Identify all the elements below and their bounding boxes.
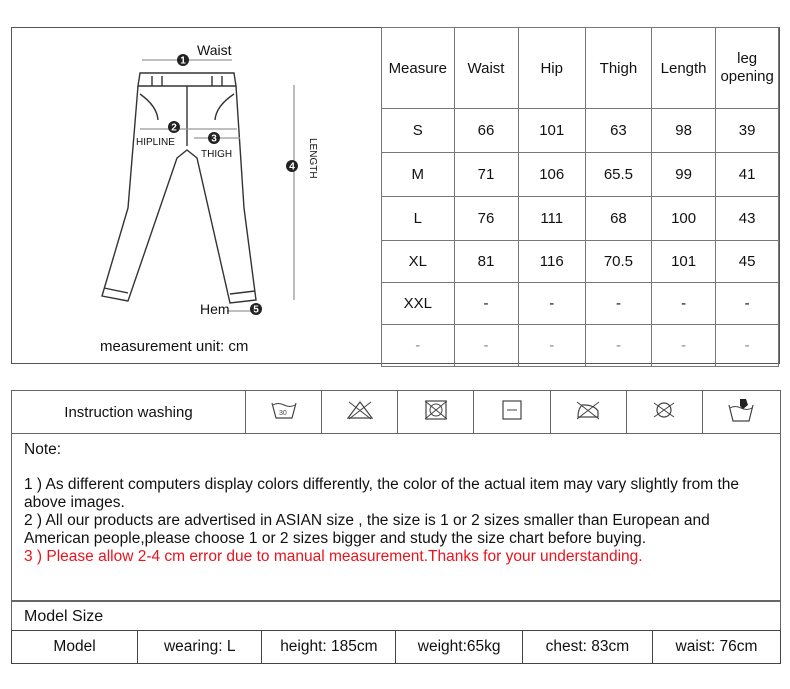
model-cell: weight:65kg (396, 631, 523, 664)
note-line-2: 2 ) All our products are advertised in ASIAN size , the size is 1 or 2 sizes smaller than European and (24, 512, 710, 529)
header-cell: Measure (382, 28, 455, 109)
table-cell: - (518, 283, 585, 325)
table-cell: 70.5 (585, 241, 651, 283)
table-cell: S (382, 109, 455, 153)
table-row (382, 283, 779, 325)
label-waist: Waist (197, 42, 232, 58)
table-cell: 65.5 (585, 153, 651, 197)
note-title: Note: (24, 441, 62, 458)
table-cell: 101 (518, 109, 585, 153)
table-row (12, 631, 781, 664)
table-cell: 66 (454, 109, 518, 153)
hand-wash-icon (702, 391, 780, 434)
table-cell: L (382, 197, 455, 241)
table-cell: 76 (454, 197, 518, 241)
hand-wash-30-icon (246, 391, 322, 434)
table-row (382, 241, 779, 283)
table-row (382, 153, 779, 197)
model-size-title: Model Size (24, 608, 104, 625)
label-hipline: HIPLINE (136, 137, 175, 148)
table-cell: 68 (585, 197, 651, 241)
svg-text:3: 3 (211, 133, 217, 145)
table-cell: 39 (716, 109, 779, 153)
header-cell: Waist (454, 28, 518, 109)
table-cell: XL (382, 241, 455, 283)
model-table (11, 630, 781, 664)
table-cell: - (585, 325, 651, 367)
table-cell: - (518, 325, 585, 367)
table-cell: 111 (518, 197, 585, 241)
table-cell: 63 (585, 109, 651, 153)
header-cell: leg opening (716, 28, 779, 109)
svg-text:5: 5 (253, 304, 259, 316)
header-cell: Thigh (585, 28, 651, 109)
table-cell: - (585, 283, 651, 325)
table-cell: 41 (716, 153, 779, 197)
table-cell: 100 (651, 197, 715, 241)
table-cell: - (651, 325, 715, 367)
header-cell: Length (651, 28, 715, 109)
size-chart-box (11, 27, 780, 364)
table-header-row (382, 28, 779, 109)
table-cell: 99 (651, 153, 715, 197)
do-not-dry-clean-icon (626, 391, 702, 434)
table-cell: XXL (382, 283, 455, 325)
label-length: LENGTH (307, 138, 318, 179)
table-cell: 116 (518, 241, 585, 283)
model-size-header (11, 601, 781, 631)
note-line-1b: above images. (24, 494, 125, 511)
washing-instructions (11, 390, 781, 434)
svg-text:1: 1 (180, 55, 186, 67)
table-cell: 98 (651, 109, 715, 153)
note-section (11, 433, 781, 601)
header-cell: Hip (518, 28, 585, 109)
label-thigh: THIGH (201, 149, 233, 160)
table-cell: - (382, 325, 455, 367)
table-cell: M (382, 153, 455, 197)
do-not-iron-icon (550, 391, 626, 434)
dry-flat-icon (474, 391, 550, 434)
table-cell: 71 (454, 153, 518, 197)
table-cell: 43 (716, 197, 779, 241)
table-row (382, 325, 779, 367)
table-cell: 81 (454, 241, 518, 283)
do-not-tumble-dry-icon (398, 391, 474, 434)
table-cell: 101 (651, 241, 715, 283)
table-cell: - (454, 283, 518, 325)
model-cell: height: 185cm (262, 631, 396, 664)
washing-label: Instruction washing (12, 391, 246, 434)
table-cell: - (651, 283, 715, 325)
table-row (382, 109, 779, 153)
table-cell: - (454, 325, 518, 367)
svg-text:30: 30 (278, 410, 287, 417)
table-cell: 106 (518, 153, 585, 197)
note-line-3: 3 ) Please allow 2-4 cm error due to manual measurement.Thanks for your understanding. (24, 548, 643, 565)
table-cell: 45 (716, 241, 779, 283)
label-hem: Hem (200, 301, 230, 317)
size-table (381, 27, 779, 367)
table-cell: - (716, 283, 779, 325)
svg-text:2: 2 (171, 122, 177, 134)
model-cell: waist: 76cm (652, 631, 780, 664)
table-cell: - (716, 325, 779, 367)
svg-text:4: 4 (289, 161, 295, 173)
do-not-bleach-icon (322, 391, 398, 434)
table-row (382, 197, 779, 241)
measurement-unit: measurement unit: cm (100, 338, 249, 355)
model-cell: chest: 83cm (522, 631, 652, 664)
note-line-1: 1 ) As different computers display colors differently, the color of the actual item may vary slightly from the (24, 476, 740, 493)
model-cell: wearing: L (138, 631, 262, 664)
note-line-2b: American people,please choose 1 or 2 sizes bigger and study the size chart before buying. (24, 530, 647, 547)
pants-diagram (12, 28, 382, 363)
model-cell: Model (12, 631, 138, 664)
